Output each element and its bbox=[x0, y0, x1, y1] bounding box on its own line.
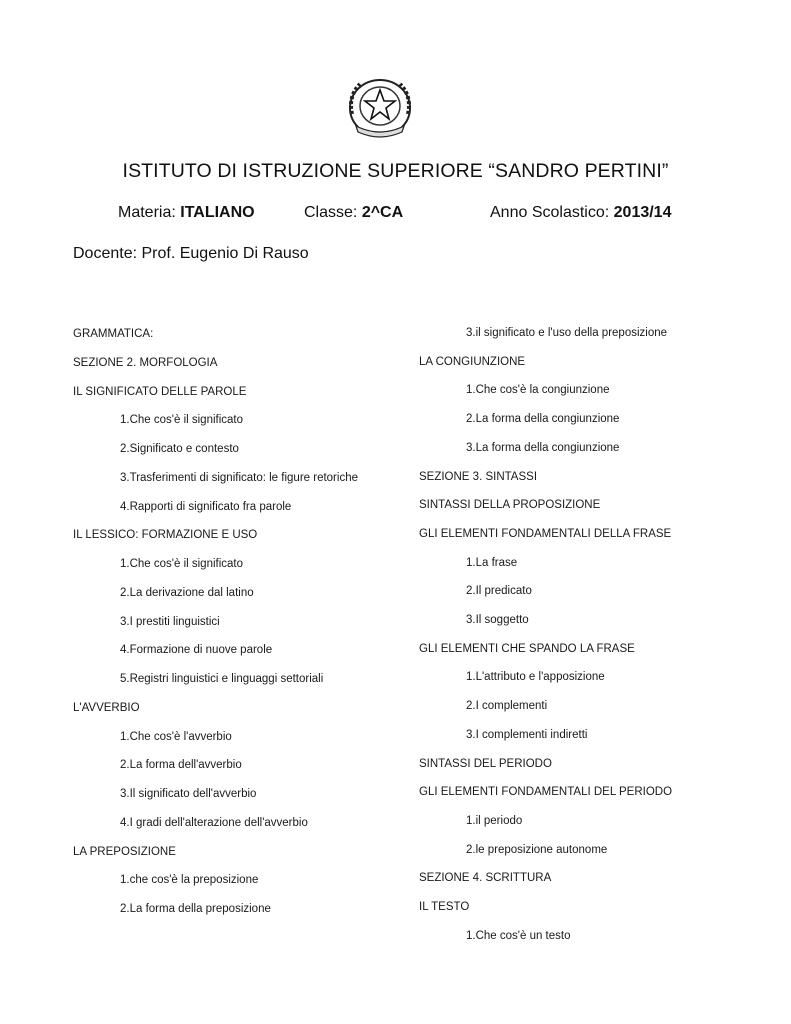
syllabus-heading: GLI ELEMENTI CHE SPANDO LA FRASE bbox=[419, 642, 635, 655]
syllabus-subitem: 2.La forma della congiunzione bbox=[466, 413, 620, 426]
syllabus-subitem: 3.Il soggetto bbox=[466, 614, 529, 626]
syllabus-subitem: 3.La forma della congiunzione bbox=[466, 441, 620, 454]
classe-field bbox=[304, 204, 403, 222]
anno-field bbox=[490, 204, 671, 222]
syllabus-heading: IL LESSICO: FORMAZIONE E USO bbox=[73, 529, 258, 542]
anno-value: 2013/14 bbox=[613, 204, 672, 221]
docente-line: Docente: Prof. Eugenio Di Rauso bbox=[73, 245, 309, 262]
syllabus-subitem: 2.Significato e contesto bbox=[120, 443, 239, 455]
syllabus-subitem: 4.Rapporti di significato fra parole bbox=[120, 500, 292, 513]
syllabus-heading: LA PREPOSIZIONE bbox=[73, 845, 176, 858]
syllabus-subitem: 1.Che cos'è il significato bbox=[120, 558, 244, 570]
materia-label: Materia: bbox=[118, 204, 176, 221]
syllabus-subitem: 5.Registri linguistici e linguaggi settoriali bbox=[120, 673, 324, 685]
syllabus-heading: SEZIONE 3. SINTASSI bbox=[419, 470, 538, 483]
classe-label: Classe: bbox=[304, 204, 358, 221]
syllabus-heading: GLI ELEMENTI FONDAMENTALI DELLA FRASE bbox=[419, 527, 672, 540]
syllabus-subitem: 3.I prestiti linguistici bbox=[120, 615, 220, 628]
syllabus-subitem: 2.I complementi bbox=[466, 700, 548, 713]
syllabus-heading: LA CONGIUNZIONE bbox=[419, 355, 526, 368]
syllabus-subitem: 1.Che cos'è il significato bbox=[120, 414, 244, 427]
syllabus-subitem: 1.il periodo bbox=[466, 814, 523, 827]
syllabus-subitem: 2.La derivazione dal latino bbox=[120, 586, 254, 599]
syllabus-subitem: 1.Che cos'è la congiunzione bbox=[466, 384, 610, 397]
syllabus-heading: SINTASSI DELLA PROPOSIZIONE bbox=[419, 499, 601, 512]
materia-value: ITALIANO bbox=[180, 204, 255, 221]
syllabus-heading: SEZIONE 4. SCRITTURA bbox=[419, 872, 552, 885]
anno-label: Anno Scolastico: bbox=[490, 204, 610, 221]
syllabus-subitem: 2.La forma dell'avverbio bbox=[120, 759, 242, 772]
syllabus-subitem: 4.I gradi dell'alterazione dell'avverbio bbox=[120, 816, 308, 829]
syllabus-subitem: 3.Il significato dell'avverbio bbox=[120, 788, 257, 800]
syllabus-subitem: 3.I complementi indiretti bbox=[466, 728, 588, 741]
syllabus-heading: SINTASSI DEL PERIODO bbox=[419, 757, 552, 770]
syllabus-subitem: 3.il significato e l'uso della preposizione bbox=[466, 327, 668, 339]
syllabus-heading: IL TESTO bbox=[419, 901, 470, 913]
syllabus-subitem: 4.Formazione di nuove parole bbox=[120, 644, 273, 657]
syllabus-heading: L'AVVERBIO bbox=[73, 701, 140, 714]
syllabus-heading: IL SIGNIFICATO DELLE PAROLE bbox=[73, 385, 247, 398]
syllabus-subitem: 1.Che cos'è un testo bbox=[466, 929, 571, 942]
syllabus-subitem: 1.Che cos'è l'avverbio bbox=[120, 730, 232, 743]
classe-value: 2^CA bbox=[361, 204, 404, 221]
syllabus-subitem: 1.che cos'è la preposizione bbox=[120, 874, 259, 887]
institute-title: ISTITUTO DI ISTRUZIONE SUPERIORE “SANDRO PERTINI” bbox=[122, 160, 669, 182]
materia-field bbox=[118, 204, 255, 222]
syllabus-heading: SEZIONE 2. MORFOLOGIA bbox=[73, 356, 218, 369]
syllabus-subitem: 2.le preposizione autonome bbox=[466, 843, 608, 856]
syllabus-subitem: 2.La forma della preposizione bbox=[120, 903, 271, 915]
syllabus-subitem: 1.L'attributo e l'apposizione bbox=[466, 671, 605, 684]
syllabus-subitem: 2.Il predicato bbox=[466, 585, 532, 598]
republic-emblem-icon bbox=[344, 76, 416, 142]
syllabus-subitem: 3.Trasferimenti di significato: le figure retoriche bbox=[120, 471, 358, 484]
syllabus-subitem: 1.La frase bbox=[466, 556, 518, 569]
syllabus-heading: GRAMMATICA: bbox=[73, 328, 154, 340]
syllabus-heading: GLI ELEMENTI FONDAMENTALI DEL PERIODO bbox=[419, 786, 673, 799]
